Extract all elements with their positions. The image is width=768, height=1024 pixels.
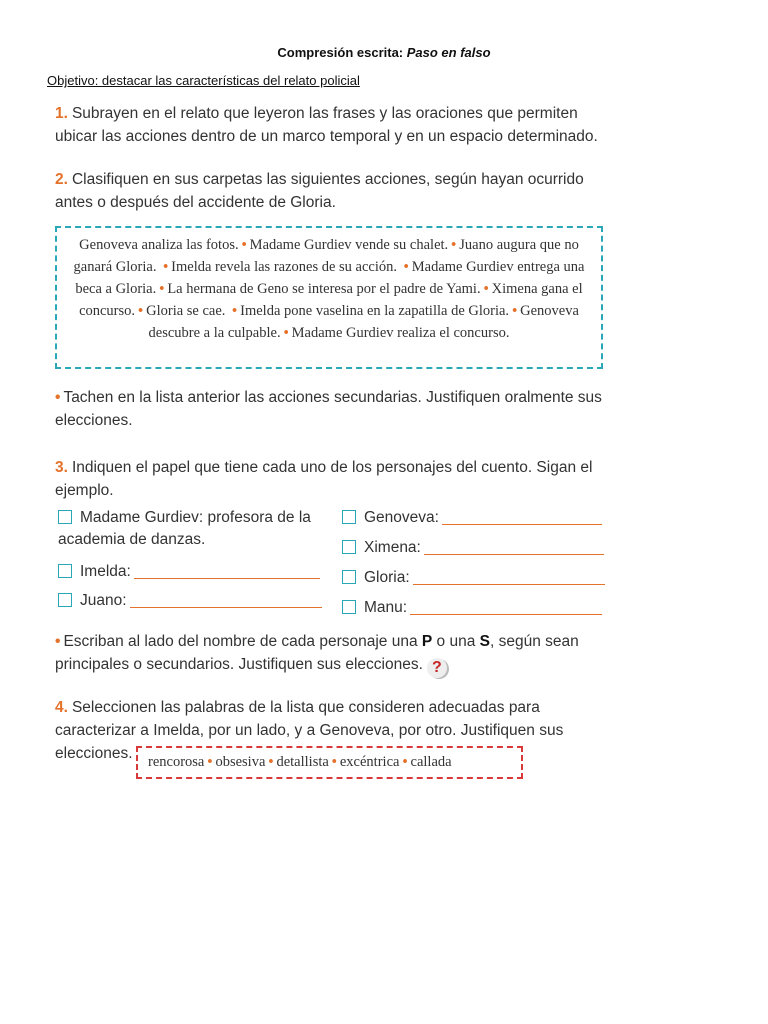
character-madame-gurdiev (58, 507, 338, 551)
bullet-separator: • (163, 259, 169, 275)
word-item: obsesiva (215, 754, 266, 770)
question-1-text: Subrayen en el relato que leyeron las frases y las oraciones que permiten ubicar las acciones dentro de un marco temporal y en un espacio determinado. (55, 105, 598, 145)
question-2-text: Clasifiquen en sus carpetas las siguientes acciones, según hayan ocurrido antes o después del accidente de Gloria. (55, 171, 584, 211)
character-gloria (342, 567, 605, 589)
action-item: Imelda pone vaselina en la zapatilla de Gloria. (240, 303, 510, 319)
character-name: Genoveva: (364, 509, 439, 526)
word-item: callada (410, 754, 452, 770)
bullet-separator: • (241, 237, 247, 253)
answer-line[interactable] (410, 598, 602, 615)
bullet-separator: • (283, 325, 289, 341)
action-item: La hermana de Geno se interesa por el padre de Yami. (167, 281, 481, 297)
orange-bullet: • (55, 389, 61, 406)
question-4-number: 4. (55, 699, 68, 716)
bullet-separator: • (451, 237, 457, 253)
bullet-separator: • (232, 303, 238, 319)
word-item: excéntrica (339, 754, 400, 770)
action-item: Madame Gurdiev vende su chalet. (249, 237, 449, 253)
word-list-box (136, 746, 523, 779)
checkbox[interactable] (58, 564, 72, 578)
checkbox[interactable] (342, 540, 356, 554)
character-role: academia de danzas. (58, 531, 206, 548)
followup-text: Escriban al lado del nombre de cada personaje una (63, 633, 422, 650)
answer-line[interactable] (413, 568, 605, 585)
followup-text: o una (432, 633, 480, 650)
answer-line[interactable] (130, 591, 322, 608)
orange-bullet: • (55, 633, 61, 650)
question-3-followup (55, 630, 610, 678)
answer-line[interactable] (442, 508, 602, 525)
answer-line[interactable] (134, 562, 320, 579)
character-name: Ximena: (364, 539, 421, 556)
question-2-followup (55, 386, 610, 432)
bullet-separator: • (207, 754, 213, 770)
action-item: Madame Gurdiev realiza el concurso. (291, 325, 510, 341)
answer-line[interactable] (424, 538, 604, 555)
character-genoveva (342, 507, 602, 529)
character-name: Madame Gurdiev: profesora de la (80, 509, 311, 526)
action-item: Ximena gana el concurso. (79, 281, 583, 319)
action-item: Imelda revela las razones de su acción. (171, 259, 398, 275)
character-manu (342, 597, 602, 619)
character-juano (58, 590, 322, 612)
actions-box (55, 226, 603, 369)
action-item: Gloria se cae. (146, 303, 226, 319)
bullet-separator: • (483, 281, 489, 297)
question-3-text: Indiquen el papel que tiene cada uno de los personajes del cuento. Sigan el ejemplo. (55, 459, 593, 499)
followup-text: , según sean principales o secundarios. Justifiquen sus elecciones. (55, 633, 579, 673)
checkbox[interactable] (58, 593, 72, 607)
character-name: Imelda: (80, 563, 131, 580)
checkbox[interactable] (342, 570, 356, 584)
word-item: detallista (276, 754, 329, 770)
question-1-number: 1. (55, 105, 68, 122)
title-prefix: Compresión escrita: (277, 45, 404, 60)
page-title (0, 45, 768, 60)
character-imelda (58, 561, 320, 583)
bullet-separator: • (138, 303, 144, 319)
question-4-text: Seleccionen las palabras de la lista que consideren adecuadas para caracterizar a Imelda, por un lado, y a Genoveva, por otro. Justifiquen sus elecciones. (55, 699, 564, 762)
title-italic: Paso en falso (406, 45, 491, 60)
letter-p: P (421, 633, 433, 650)
action-item: Genoveva descubre a la culpable. (148, 303, 579, 341)
checkbox[interactable] (342, 600, 356, 614)
character-name: Juano: (80, 592, 127, 609)
action-item: Juano augura que no ganará Gloria. (73, 237, 579, 275)
question-2-number: 2. (55, 171, 68, 188)
bullet-separator: • (159, 281, 165, 297)
bullet-separator: • (403, 259, 409, 275)
bullet-separator: • (268, 754, 274, 770)
objective: Objetivo: destacar las características del relato policial (47, 73, 360, 88)
bullet-separator: • (402, 754, 408, 770)
action-item: Madame Gurdiev entrega una beca a Gloria. (75, 259, 585, 297)
help-question-icon: ? (427, 658, 447, 678)
word-item: rencorosa (148, 754, 205, 770)
bullet-separator: • (331, 754, 337, 770)
checkbox[interactable] (58, 510, 72, 524)
checkbox[interactable] (342, 510, 356, 524)
action-item: Genoveva analiza las fotos. (79, 237, 239, 253)
character-ximena (342, 537, 604, 559)
question-3 (55, 456, 610, 502)
question-3-number: 3. (55, 459, 68, 476)
question-1 (55, 102, 610, 148)
letter-s: S (479, 633, 490, 650)
question-2 (55, 168, 610, 214)
followup-text: Tachen en la lista anterior las acciones secundarias. Justifiquen oralmente sus elecciones. (55, 389, 602, 429)
character-name: Gloria: (364, 569, 410, 586)
character-name: Manu: (364, 599, 408, 616)
bullet-separator: • (512, 303, 518, 319)
